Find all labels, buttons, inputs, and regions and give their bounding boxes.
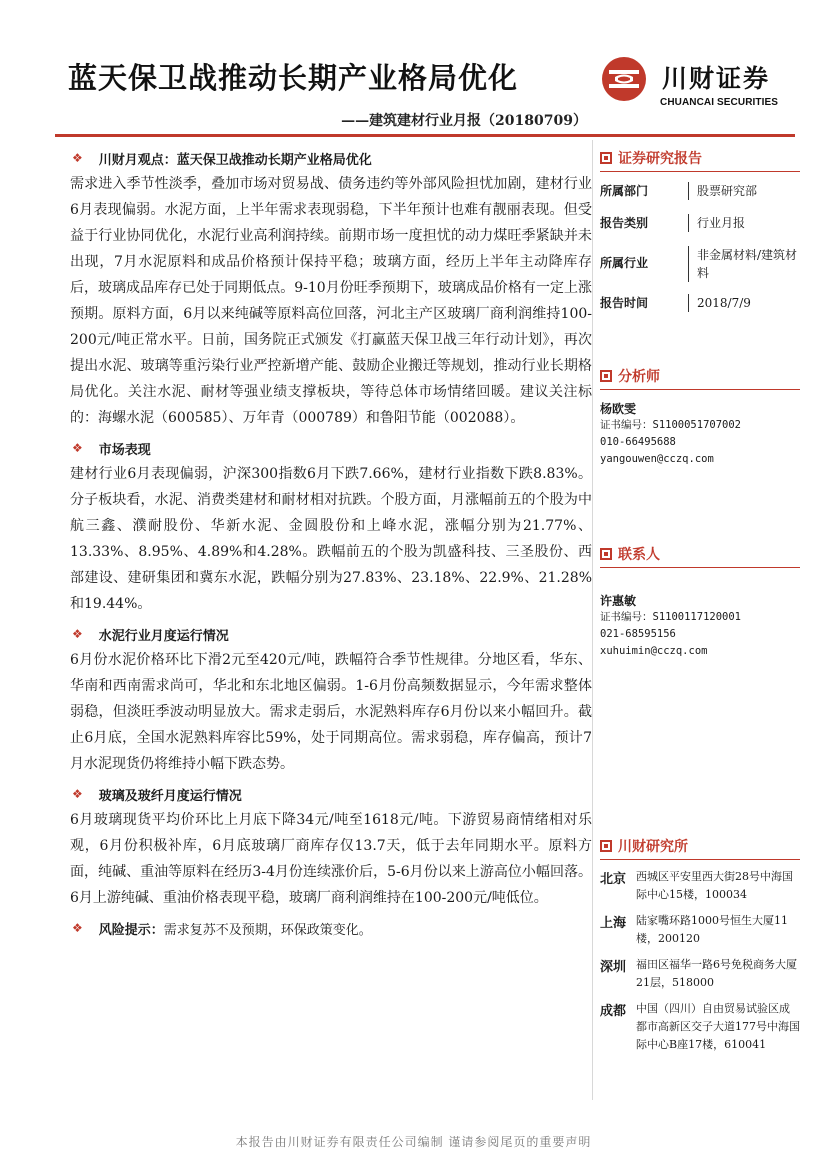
square-bullet-icon — [600, 152, 612, 164]
office-address: 陆家嘴环路1000号恒生大厦11楼，200120 — [636, 914, 788, 945]
diamond-bullet-icon: ❖ — [72, 441, 83, 455]
analyst-heading — [600, 366, 800, 390]
section-body: 需求进入季节性淡季，叠加市场对贸易战、债务违约等外部风险担忧加剧，建材行业6月表现偏弱。水泥方面，上半年需求表现弱稳，下半年预计也难有靓丽表现。但受益于行业协同优化，水泥行业高利润持续。前期市场一度担忧的动力煤旺季紧缺并未出现，7月水泥原料和成品价格预计保持平稳；玻璃方面，经历上半年主动降库存后，玻璃成品库存已处于同期低点。9-10月份旺季预期下，玻璃成品价格有一定上涨预期。原料方面，6月以来纯碱等原料高位回落，河北主产区玻璃厂商利润维持100-200元/吨正常水平。日前，国务院正式颁发《打赢蓝天保卫战三年行动计划》，再次提出水泥、玻璃等重污染行业严控新增产能、鼓励企业搬迁等规划，推动行业长期格局优化。关注水泥、耐材等强业绩支撑板块，等待总体市场情绪回暖。建议关注标的：海螺水泥（600585）、万年青（000789）和鲁阳节能（002088）。 — [70, 176, 592, 426]
report-subtitle: ——建筑建材行业月报（20180709） — [341, 113, 587, 129]
company-logo — [600, 55, 800, 115]
analyst-panel — [600, 366, 800, 468]
square-bullet-icon — [600, 548, 612, 560]
analyst-title: 分析师 — [618, 369, 660, 385]
logo-chinese-name: 川财证券 — [662, 64, 771, 93]
section-monthly-view — [70, 145, 592, 431]
report-info-title: 证券研究报告 — [618, 151, 702, 167]
office-city: 北京 — [600, 872, 627, 887]
section-market-performance — [70, 435, 592, 617]
office-shenzhen — [600, 956, 800, 992]
page-footer: 本报告由川财证券有限责任公司编制 谨请参阅尾页的重要声明 — [235, 1135, 592, 1149]
contact-heading — [600, 544, 800, 568]
info-row-category — [600, 214, 800, 232]
section-cement — [70, 621, 592, 777]
diamond-bullet-icon: ❖ — [72, 787, 83, 801]
office-city: 上海 — [600, 916, 627, 931]
risk-label: 风险提示： — [98, 922, 164, 938]
report-title: 蓝天保卫战推动长期产业格局优化 — [68, 61, 519, 95]
section-heading-text: 市场表现 — [98, 442, 151, 458]
institute-title: 川财研究所 — [618, 839, 688, 855]
office-address: 西城区平安里西大街28号中海国际中心15楼，100034 — [636, 870, 793, 901]
office-shanghai — [600, 912, 800, 948]
diamond-bullet-icon: ❖ — [72, 921, 83, 935]
info-row-industry — [600, 246, 800, 282]
report-info-panel — [600, 148, 800, 312]
analyst-name: 杨欧雯 — [600, 402, 637, 416]
office-address: 福田区福华一路6号免税商务大厦21层，518000 — [636, 958, 797, 989]
main-content — [70, 145, 592, 941]
contact-title: 联系人 — [618, 547, 660, 563]
section-heading — [70, 145, 592, 171]
institute-panel — [600, 836, 800, 1054]
section-heading — [70, 781, 592, 807]
office-city: 深圳 — [600, 960, 627, 975]
info-value: 非金属材料/建筑材料 — [688, 246, 800, 282]
info-value: 行业月报 — [688, 214, 800, 232]
section-heading-text: 玻璃及玻纤月度运行情况 — [98, 788, 242, 804]
contact-phone: 021-68595156 — [600, 628, 676, 640]
diamond-bullet-icon: ❖ — [72, 627, 83, 641]
header-divider — [55, 134, 795, 137]
info-row-department — [600, 182, 800, 200]
info-value: 股票研究部 — [688, 182, 800, 200]
analyst-cert: 证书编号：S1100051707002 — [600, 419, 742, 431]
section-body: 6月份水泥价格环比下滑2元至420元/吨，跌幅符合季节性规律。分地区看，华东、华南和西南需求尚可，华北和东北地区偏弱。1-6月份高频数据显示，今年需求整体弱稳，但淡旺季波动明显放大。需求走弱后，水泥熟料库存6月份以来小幅回升。截止6月底，全国水泥熟料库容比59%，处于同期高位。需求弱稳，库存偏高，预计7月水泥现货仍将维持小幅下跌态势。 — [70, 652, 592, 772]
diamond-bullet-icon: ❖ — [72, 151, 83, 165]
info-label: 报告时间 — [600, 296, 649, 310]
contact-panel — [600, 544, 800, 660]
info-label: 所属部门 — [600, 184, 649, 198]
section-heading-text: 川财月观点：蓝天保卫战推动长期产业格局优化 — [98, 152, 372, 168]
section-body: 建材行业6月表现偏弱，沪深300指数6月下跌7.66%，建材行业指数下跌8.83%。分子板块看，水泥、消费类建材和耐材相对抗跌。个股方面，月涨幅前五的个股为中航三鑫、濮耐股份、华新水泥、金圆股份和上峰水泥，涨幅分别为21.77%、13.33%、8.95%、4.89%和4.28%。跌幅前五的个股为凯盛科技、三圣股份、西部建设、建研集团和冀东水泥，跌幅分别为27.83%、23.18%、22.9%、21.28%和19.44%。 — [70, 466, 592, 612]
office-address: 中国（四川）自由贸易试验区成都市高新区交子大道177号中海国际中心B座17楼，610041 — [636, 1002, 800, 1051]
section-heading — [70, 435, 592, 461]
square-bullet-icon — [600, 840, 612, 852]
section-heading — [70, 621, 592, 647]
analyst-phone: 010-66495688 — [600, 436, 676, 448]
square-bullet-icon — [600, 370, 612, 382]
risk-text: 需求复苏不及预期，环保政策变化。 — [163, 922, 372, 938]
logo-english-name: CHUANCAI SECURITIES — [660, 97, 779, 108]
chuancai-logo-icon — [600, 55, 648, 103]
column-divider — [592, 140, 593, 1100]
info-row-date — [600, 294, 800, 312]
report-info-heading — [600, 148, 800, 172]
section-heading-text: 水泥行业月度运行情况 — [98, 628, 229, 644]
institute-heading — [600, 836, 800, 860]
analyst-email[interactable]: yangouwen@cczq.com — [600, 453, 714, 465]
contact-name: 许惠敏 — [600, 594, 637, 608]
info-label: 报告类别 — [600, 216, 649, 230]
info-value: 2018/7/9 — [688, 294, 800, 312]
risk-warning — [70, 915, 592, 941]
contact-cert: 证书编号：S1100117120001 — [600, 611, 742, 623]
section-body: 6月玻璃现货平均价环比上月底下降34元/吨至1618元/吨。下游贸易商情绪相对乐观，6月份积极补库，6月底玻璃厂商库存仅13.7天，低于去年同期水平。原料方面，纯碱、重油等原料在经历3-4月份连续涨价后，5-6月份以来上游高位小幅回落。6月上游纯碱、重油价格表现平稳，玻璃厂商利润维持在100-200元/吨低位。 — [70, 812, 592, 906]
contact-email[interactable]: xuhuimin@cczq.com — [600, 645, 708, 657]
info-label: 所属行业 — [600, 256, 649, 270]
office-chengdu — [600, 1000, 800, 1054]
office-beijing — [600, 868, 800, 904]
office-city: 成都 — [600, 1004, 627, 1019]
section-glass — [70, 781, 592, 911]
